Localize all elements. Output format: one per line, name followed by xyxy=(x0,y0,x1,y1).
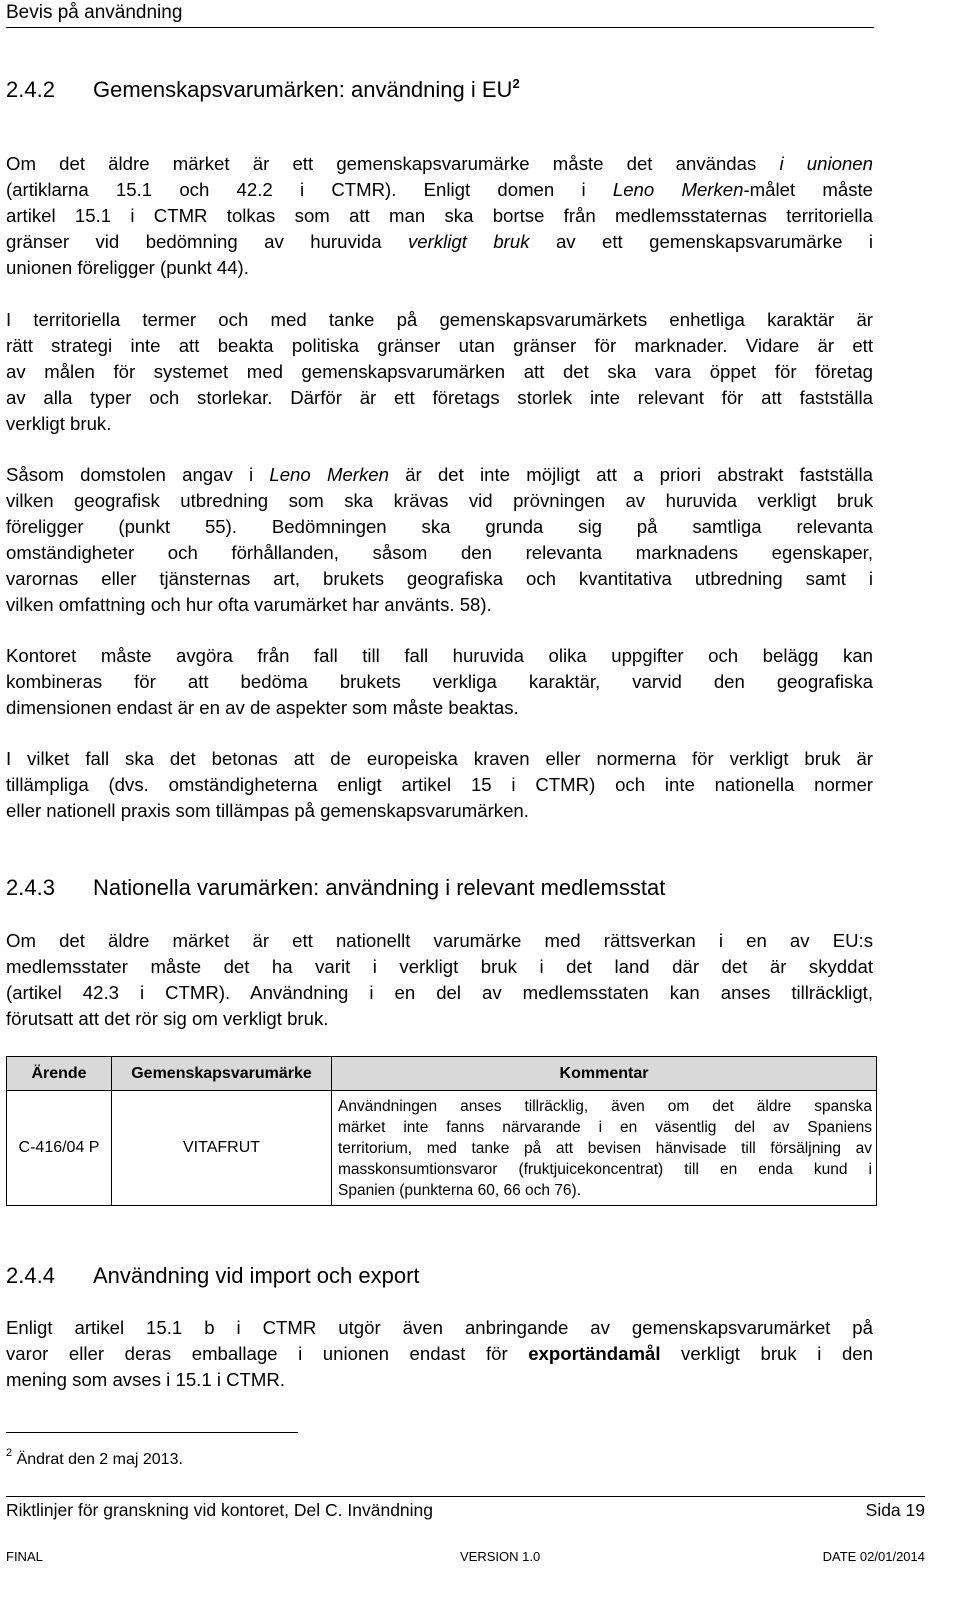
footer-date: DATE 02/01/2014 xyxy=(822,1549,925,1564)
column-header: Kommentar xyxy=(332,1057,877,1091)
table-row xyxy=(7,1091,877,1206)
paragraph-european-norms: I vilket fall ska det betonas att de europeiska kraven eller normerna för verkligt bruk är tillämpliga (dvs. omständigheterna enligt artikel 15 i CTMR) och inte nationella normer eller nationell praxis som tillämpas på gemenskapsvarumärken. xyxy=(6,748,873,821)
section-title: Gemenskapsvarumärken: användning i EU xyxy=(93,77,513,102)
column-header: Ärende xyxy=(7,1057,112,1091)
page-header xyxy=(6,0,874,28)
trademark-cell: VITAFRUT xyxy=(112,1091,332,1206)
paragraph-territorial: I territoriella termer och med tanke på gemenskapsvarumärkets enhetliga karaktär är rätt strategi inte att beakta politiska gränser utan gränser för marknader. Vidare är ett av målen för systemet med gemenskapsvarumärken att det ska vara öppet för företag av alla typer och storlekar. Därför är ett företags storlek inte relevant för att fastställa verkligt bruk. xyxy=(6,309,873,434)
footer-meta xyxy=(6,1548,925,1566)
section-heading-2-4-3 xyxy=(6,874,665,902)
section-heading-2-4-2 xyxy=(6,70,520,104)
footer-document-title: Riktlinjer för granskning vid kontoret, Del C. Invändning xyxy=(6,1500,434,1520)
section-title: Användning vid import och export xyxy=(93,1263,420,1288)
table-header-row xyxy=(7,1057,877,1091)
paragraph-import-export: Enligt artikel 15.1 b i CTMR utgör även anbringande av gemenskapsvarumärket på varor eller deras emballage i unionen endast för exportändamål verkligt bruk i den mening som avses i 15.1 i CTMR. xyxy=(6,1317,873,1390)
page-footer xyxy=(6,1496,925,1523)
paragraph-national-marks: Om det äldre märket är ett nationellt varumärke med rättsverkan i en av EU:s medlemsstater måste det ha varit i verkligt bruk i det land där det är skyddat (artikel 42.3 i CTMR). Användning i en del av medlemsstaten kan anses tillräckligt, förutsatt att det rör sig om verkligt bruk. xyxy=(6,930,873,1029)
footer-version: VERSION 1.0 xyxy=(460,1549,541,1564)
case-number-cell: C-416/04 P xyxy=(7,1091,112,1206)
footnote-separator xyxy=(6,1432,298,1433)
footnote xyxy=(6,1442,183,1471)
footer-page-number: Sida 19 xyxy=(865,1500,925,1520)
case-table xyxy=(6,1056,877,1206)
footer-status: FINAL xyxy=(6,1549,43,1564)
section-number: 2.4.3 xyxy=(6,875,55,900)
footnote-ref: 2 xyxy=(512,76,520,91)
footnote-text: Ändrat den 2 maj 2013. xyxy=(12,1451,183,1468)
section-number: 2.4.2 xyxy=(6,77,55,102)
paragraph-eu-use: Om det äldre märket är ett gemenskapsvarumärke måste det användas i unionen (artiklarna 15.1 och 42.2 i CTMR). Enligt domen i Leno Merken-målet måste artikel 15.1 i CTMR tolkas som att man ska bortse från medlemsstaternas territoriella gränser vid bedömning av huruvida verkligt bruk av ett gemenskapsvarumärke i unionen föreligger (punkt 44). xyxy=(6,153,874,278)
section-title: Nationella varumärken: användning i relevant medlemsstat xyxy=(93,875,666,900)
paragraph-leno-merken: Såsom domstolen angav i Leno Merken är det inte möjligt att a priori abstrakt fastställa vilken geografisk utbredning som ska krävas vid prövningen av huruvida verkligt bruk föreligger (punkt 55). Bedömningen ska grunda sig på samtliga relevanta omständigheter och förhållanden, såsom den relevanta marknadens egenskaper, varornas eller tjänsternas art, brukets geografiska och kvantitativa utbredning samt i vilken omfattning och hur ofta varumärket har använts. 58). xyxy=(6,464,873,615)
header-title: Bevis på användning xyxy=(6,2,183,23)
footnote-number: 2 xyxy=(6,1447,13,1459)
comment-cell: Användningen anses tillräcklig, även om det äldre spanska märket inte fanns närvarande i en väsentlig del av Spaniens territorium, med tanke på att bevisen hänvisade till försäljning av masskonsumtionsvaror (fruktjuicekoncentrat) till en enda kund i Spanien (punkterna 60, 66 och 76). xyxy=(332,1091,877,1206)
section-number: 2.4.4 xyxy=(6,1263,55,1288)
paragraph-office-assessment: Kontoret måste avgöra från fall till fall huruvida olika uppgifter och belägg kan kombineras för att bedöma brukets verkliga karaktär, varvid den geografiska dimensionen endast är en av de aspekter som måste beaktas. xyxy=(6,645,873,718)
column-header: Gemenskapsvarumärke xyxy=(112,1057,332,1091)
section-heading-2-4-4 xyxy=(6,1262,420,1290)
